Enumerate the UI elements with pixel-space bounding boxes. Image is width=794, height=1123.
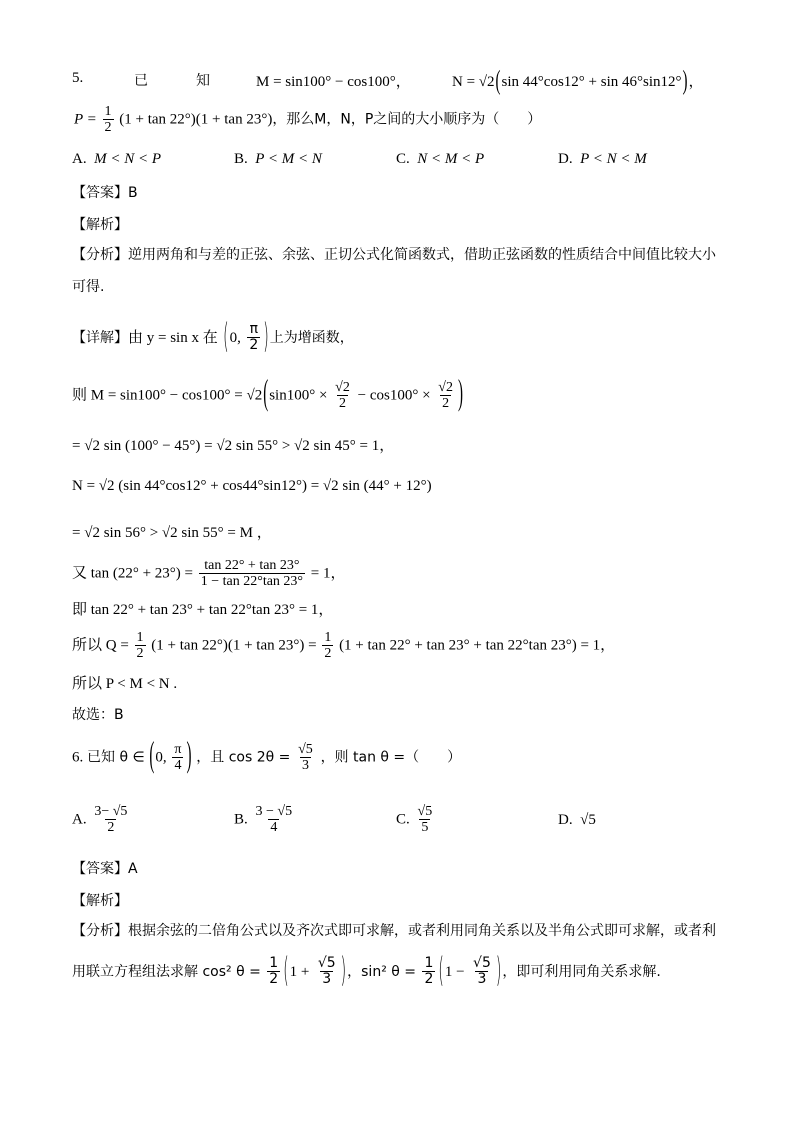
q5-option-a[interactable]: A. M < N < P: [72, 151, 162, 167]
answer-value: B: [128, 185, 138, 201]
answer-tag: 【答案】: [72, 185, 128, 201]
q6-option-c[interactable]: C. $\frac{√5}{5}$: [396, 804, 433, 836]
q5-given-1: 已: [134, 73, 148, 89]
q6-option-a[interactable]: A. $\frac{3- √5}{2}$: [72, 804, 128, 836]
q6-option-d[interactable]: D. √5: [558, 812, 596, 828]
q5-given-2: 知: [196, 73, 210, 89]
q5-number: 5.: [72, 70, 84, 86]
q5-option-c[interactable]: C. N < M < P: [396, 151, 485, 167]
q5-option-d[interactable]: D. P < N < M: [558, 151, 647, 167]
q5-N-def: N = √2(sin 44°cos12° + sin 46°sin12°)，: [452, 67, 704, 97]
q6-option-b[interactable]: B. $\frac{3 - √5}{4}$: [234, 804, 293, 836]
q5-M-def: M = sin100° − cos100°，: [256, 74, 411, 90]
q5-option-b[interactable]: B. P < M < N: [234, 151, 322, 167]
q5-P-def: P = $\frac{1}{2}$ (1 + tan 22°)(1 + tan 23°)，那么M，N，P之间的大小顺序为（ ）: [74, 104, 542, 136]
